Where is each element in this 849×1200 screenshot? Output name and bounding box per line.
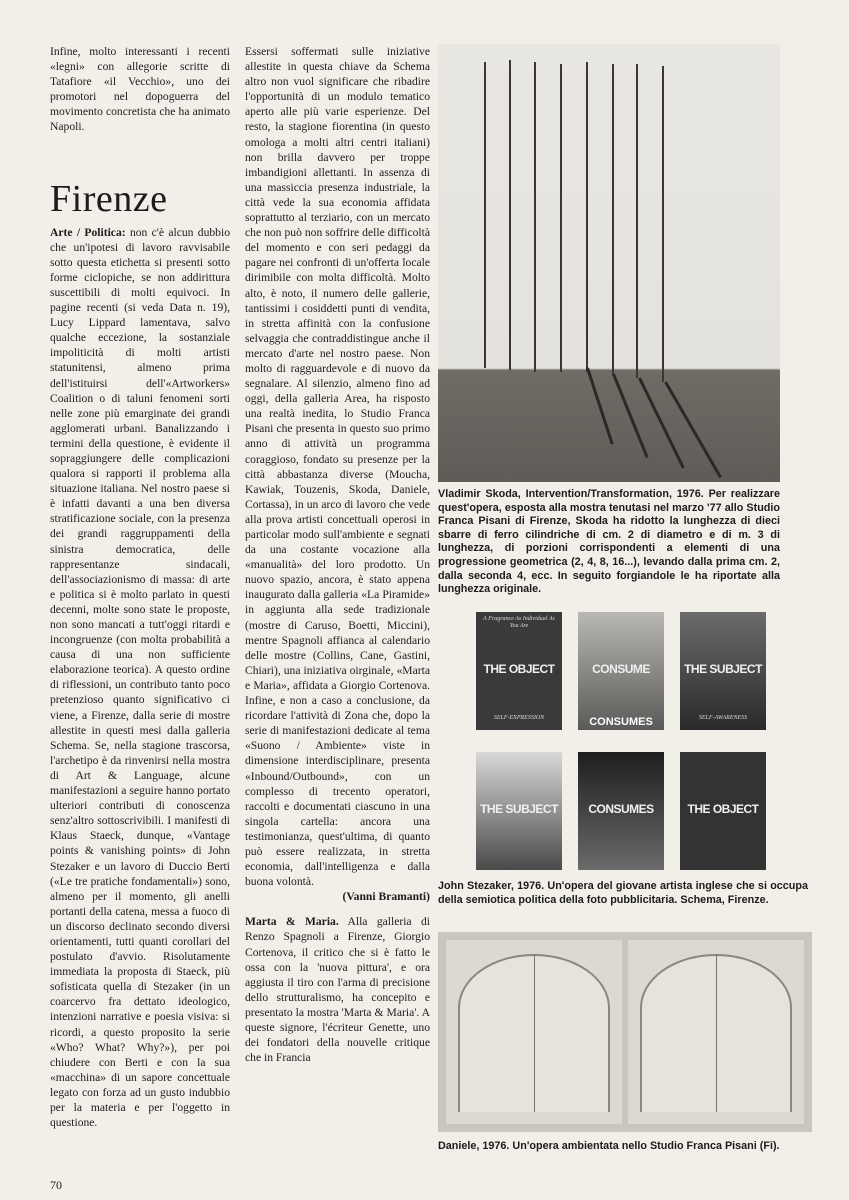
panel-label: CONSUMES (588, 802, 654, 816)
panel-label: THE OBJECT (483, 662, 555, 676)
photo-daniele-arches (438, 932, 812, 1132)
photo-stezaker-grid (476, 612, 766, 870)
arch-panel (446, 940, 622, 1124)
stezaker-panel (476, 612, 562, 730)
marta-maria-paragraph (245, 914, 430, 1065)
panel-bottom-text: CONSUMES (589, 716, 653, 728)
iron-rod (586, 62, 588, 372)
arch-centerline (716, 954, 717, 1112)
text-column-2 (245, 44, 430, 1065)
firenze-paragraph (50, 225, 230, 1131)
caption-skoda: Vladimir Skoda, Intervention/Transformation, 1976. Per realizzare quest'opera, esposta alla mostra tenutasi nel marzo '77 allo Studio Franca Pisani di Firenze, Skoda ha ridotto la lunghezza di dieci sbarre di ferro cilindriche di cm. 2 di diametro e di m. 3 di lunghezza, di porzioni corrispondenti a elementi di una progressione geometrica (2, 4, 8, 16...), levando dalla prima cm. 2, dalla seconda 4, ecc. In seguito forgiandole le ha riportate alla lunghezza originale. (438, 488, 780, 596)
caption-stezaker: John Stezaker, 1976. Un'opera del giovane artista inglese che si occupa della semiotica politica della foto pubblicitaria. Schema, Firenze. (438, 880, 808, 906)
stezaker-panel (578, 612, 664, 730)
arch-centerline (534, 954, 535, 1112)
iron-rod (560, 64, 562, 372)
text-column-1 (50, 44, 230, 1130)
photo-skoda-rods (438, 44, 780, 482)
lead-bold: Arte / Politica: (50, 225, 126, 239)
iron-rod (636, 64, 638, 378)
rod-shadow (586, 368, 614, 445)
page-number: 70 (50, 1178, 62, 1192)
intro-paragraph: Infine, molto interessanti i recenti «legni» con allegorie scritte di Tatafiore «il Vecchio», uno dei promotori nel dopoguerra del movimento concretista che ha animato Napoli. (50, 45, 230, 134)
arch-panel (628, 940, 804, 1124)
iron-rod (484, 62, 486, 368)
section2-body: Alla galleria di Renzo Spagnoli a Firenze, Giorgio Cortenova, il critico che si è fatto le ossa con la 'nuova pittura', e ora aggiusta il tiro con l'arma di precisione dello strutturalismo, ha concepito e presentato la mostra 'Marta & Maria'. A queste signore, l'écriteur Genette, uno dei fondatori della nouvelle critique che in Francia (245, 915, 430, 1065)
stezaker-panel (476, 752, 562, 870)
iron-rod (534, 62, 536, 372)
firenze-body: non c'è alcun dubbio che un'ipotesi di lavoro ravvisabile sotto questa etichetta si presenti sotto forme ciclopiche, se non addirittura suscettibili di molti equivoci. In pagine recenti (si veda Data n. 19), Lucy Lippard lamentava, salvo qualche eccezione, la sostanziale impoliticità di molti artisti statunitensi, almeno prima dell'istituirsi dell'«Artworkers» Coalition o di taluni fenomeni sorti nelle zone più emarginate dei grandi agglomerati urbani. Banalizzando i termini della questione, è evidente il sopraggiungere delle complicazioni qualora si rapporti il problema alla situazione italiana. Nel nostro paese si è infatti davanti a una ben diversa stratificazione sociale, con la presenza dei grandi raggruppamenti della sinistra democratica, delle rappresentanze sindacali, dell'associazionismo di massa: di arte e politica si è molto parlato in questi decenni, molte sono state le proposte, non sono mancati a tutt'oggi ritardi e incongruenze (con molta probabilità a causa di una non sufficiente elaborazione teorica). A questo ordine di riflessioni, un contributo tanto poco pretenzioso quanto significativo ci viene, a Firenze, dalla serie di mostre allestite in questi mesi dalla galleria Schema. Se, nella stagione trascorsa, l'archetipo è da rinvenirsi nella mostra di Art & Language, alcune manifestazioni a seguire hanno portato ulteriori contributi di conoscenza senz'altro sottoscrivibili. I manifesti di Klaus Staeck, dunque, «Vantage points & vanishing points» di John Stezaker e un lavoro di Duccio Berti («Le tre pratiche fondamentali») sono, almeno per il momento, gli anelli portanti della catena, messa a fuoco di un discorso declinato secondo diversi orientamenti, tutti quanti corollari del postulato d'avvio. Risolutamente immediata la proposta di Staeck, più sofisticata quella di Stezaker (in un coarcervo fra dettato ideologico, intenzioni narrative e poesia visiva: si ricordi, a questo proposito la serie «Who? What? Why?»), per poi chiudere con Berti e con la sua «macchina» di un sapore concettuale legato con forza ad un gusto indubbio per la materia e per l'oggetto in questione. (50, 225, 230, 1130)
panel-label: THE SUBJECT (480, 802, 558, 816)
panel-top-text: A Fragrance As Individual As You Are (483, 616, 555, 629)
author-signature: (Vanni Bramanti) (342, 890, 430, 904)
iron-rod (612, 64, 614, 376)
panel-bottom-text: SELF-AWARENESS (698, 715, 748, 721)
rod-shadow (664, 381, 722, 478)
stezaker-panel (680, 752, 766, 870)
section2-bold: Marta & Maria. (245, 915, 339, 929)
iron-rod (662, 66, 664, 382)
panel-label: THE SUBJECT (684, 662, 762, 676)
col2-paragraph: Essersi soffermati sulle iniziative allestite in questa chiave da Schema altro non vuol significare che ribadire l'opportunità di un modulo tematico aperto alle più varie esperienze. Del resto, la stagione fiorentina (in questo omologa a molti altri centri italiani) non brilla davvero per troppe imbandigioni allettanti. In assenza di una massiccia presenza industriale, la città vede la sua economia affidata soprattutto al terziario, con un mercato che non può non soffrire delle difficoltà del momento e con seri pedaggi da pagare nei confronti di un'offerta locale dirimibile con molta difficoltà. Molto alto, è noto, il numero delle gallerie, tantissimi i cosiddetti punti di vendita, in stretta affinità con la confusione selvaggia che contraddistingue anche il mercato d'arte nel nostro paese. Non molto di ragguardevole e di nuovo da segnalare. Al silenzio, almeno fino ad oggi, della galleria Area, ha risposto una realtà inedita, lo Studio Franca Pisani che presenta in questo suo primo anno di attività un programma coraggioso, fondato su presenze per la città abbastanza diverse (Moucha, Kawiak, Touzenis, Skoda, Daniele, Cortassa), in un arco di lavoro che vede alla prova artisti concettuali operosi in particolar modo sull'ambiente e segnati da una costante vocazione alla «manualità» del loro prodotto. Un nuovo spazio, ancora, è stato appena inaugurato dalla galleria «La Piramide» in aggiunta alla sede tradizionale (mostre di Caruso, Boetti, Miccini), mentre Spagnoli affianca al calendario delle mostre (Collins, Cane, Gastini, Chiari), una iniziativa oirginale, «Marta e Maria», affidata a Giorgio Cortenova. Infine, e non a caso a conclusione, da ricordare l'attività di Zona che, dopo la serie di manifestazioni dedicate al tema «Suono / Ambiente» viste in dimensione interdisciplinare, presenta «Inbound/Outbound», con un complesso di trecento operatori, raccolti e documentati ciascuno in una singola cartella: ancora una testimonianza, quest'ultima, di quanto può essere realizzata, in stretta economia, dall'intelligenza e dalla buona volontà. (245, 45, 430, 889)
section-heading-firenze: Firenze (50, 177, 168, 220)
iron-rod (509, 60, 511, 370)
caption-daniele: Daniele, 1976. Un'opera ambientata nello Studio Franca Pisani (Fi). (438, 1140, 780, 1152)
stezaker-panel (578, 752, 664, 870)
panel-label: CONSUME (592, 662, 650, 676)
stezaker-panel (680, 612, 766, 730)
panel-bottom-text: SELF-EXPRESSION (493, 715, 545, 721)
panel-label: THE OBJECT (687, 802, 759, 816)
